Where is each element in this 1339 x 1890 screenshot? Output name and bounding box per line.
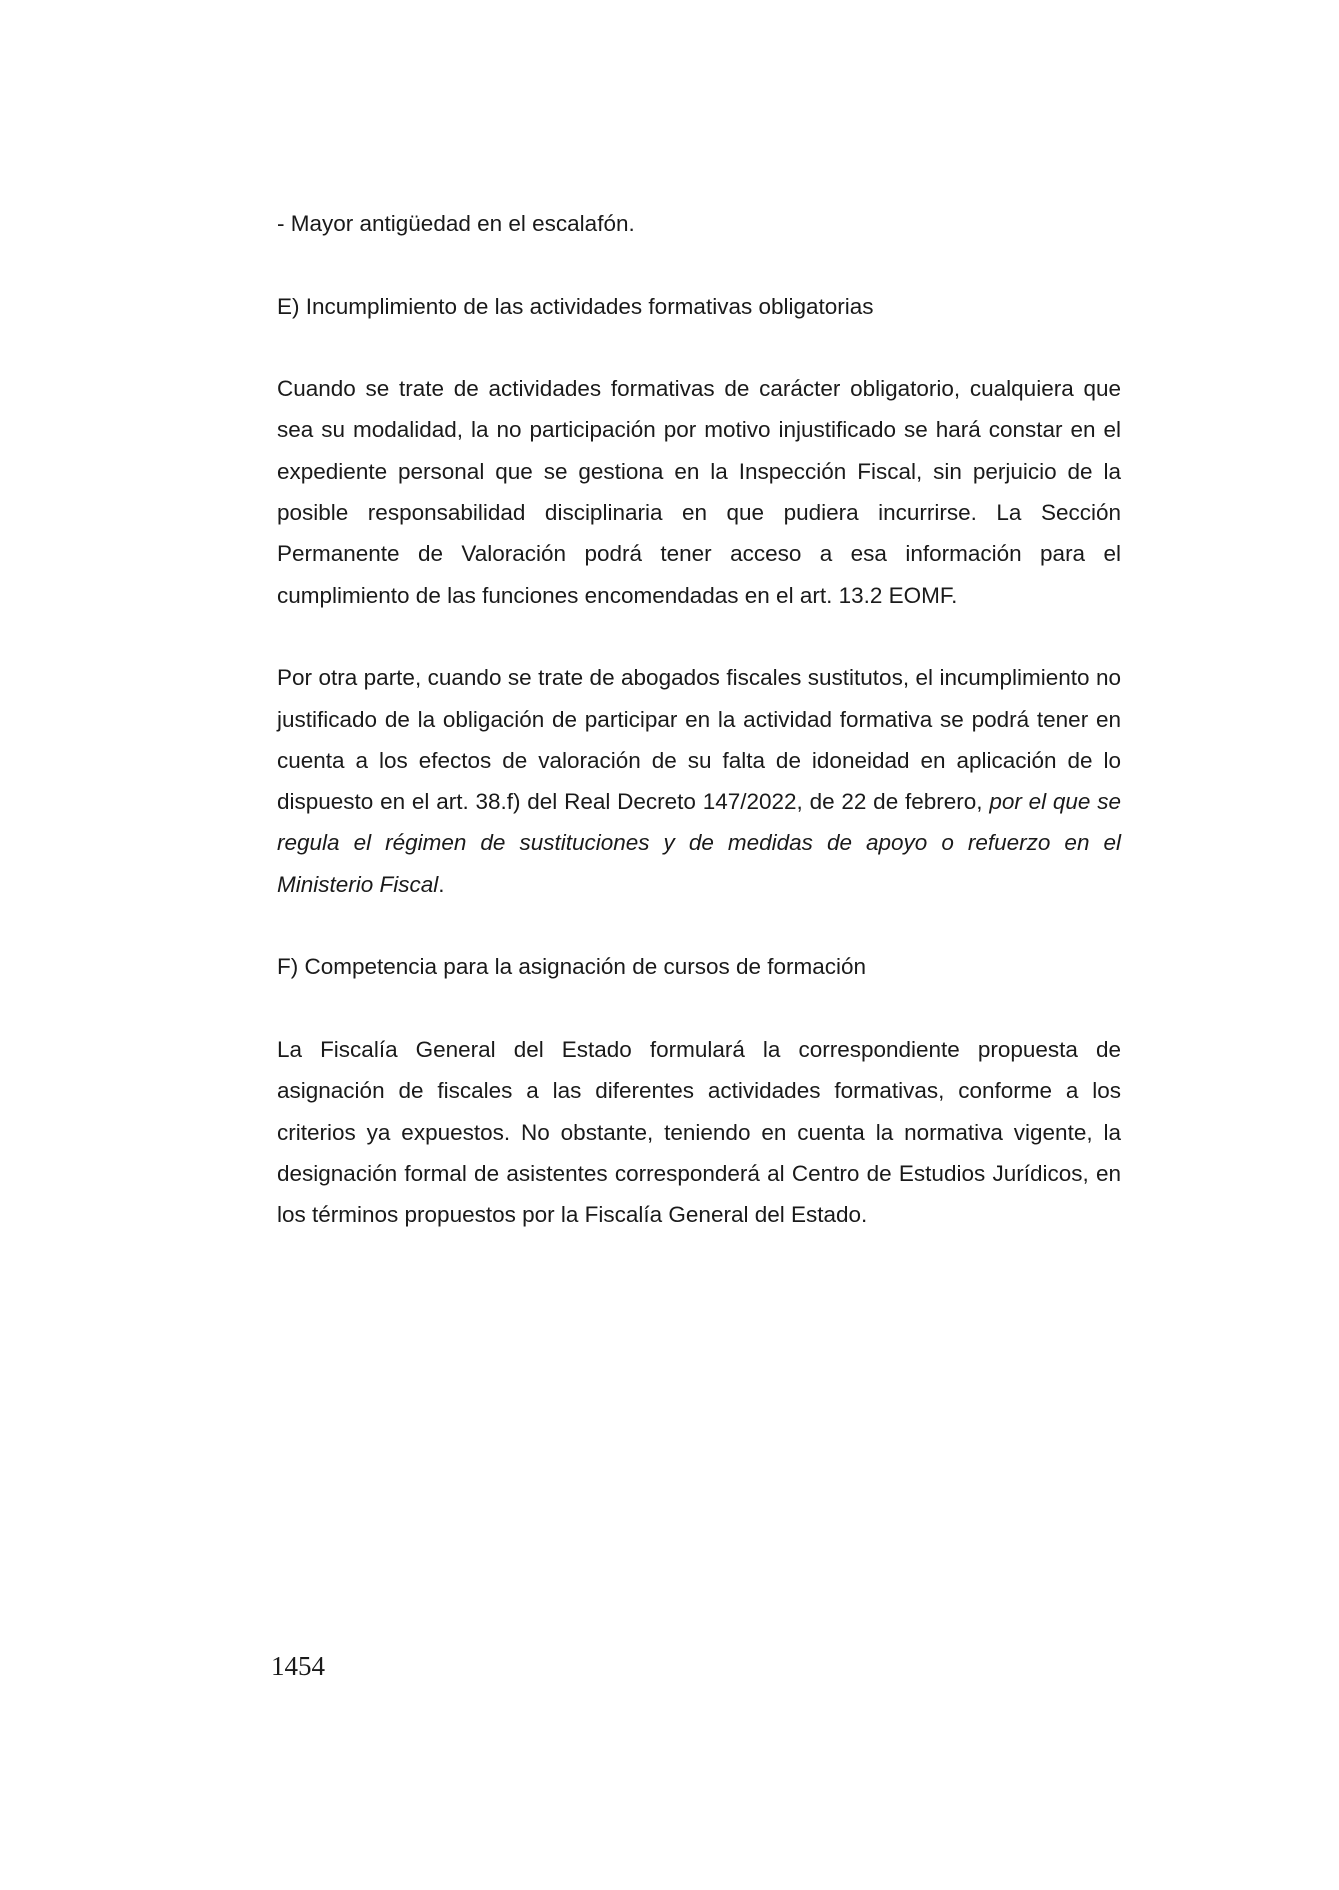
section-heading-f: F) Competencia para la asignación de cursos de formación bbox=[277, 954, 867, 980]
paragraph-sustitutos-text: Por otra parte, cuando se trate de abogados fiscales sustitutos, el incumplimiento no justificado de la obligación de participar en la actividad formativa se podrá tener en cuenta a los efectos de valoración de su falta de idoneidad en aplicación de lo dispuesto en el art. 38.f) del Real Decreto 147/2022, de 22 de febrero, bbox=[277, 665, 1121, 815]
bullet-item-antiguedad: - Mayor antigüedad en el escalafón. bbox=[277, 211, 635, 236]
section-heading-e: E) Incumplimiento de las actividades formativas obligatorias bbox=[277, 293, 874, 319]
page-number: 1454 bbox=[271, 1651, 325, 1681]
paragraph-sustitutos bbox=[277, 657, 1121, 905]
paragraph-sustitutos-end: . bbox=[438, 871, 445, 897]
paragraph-obligatorias: Cuando se trate de actividades formativas de carácter obligatorio, cualquiera que sea su modalidad, la no participación por motivo injustificado se hará constar en el expediente personal que se gestiona en la Inspección Fiscal, sin perjuicio de la posible responsabilidad disciplinaria en que pudiera incurrirse. La Sección Permanente de Valoración podrá tener acceso a esa información para el cumplimiento de las funciones encomendadas en el art. 13.2 EOMF. bbox=[277, 376, 1121, 608]
paragraph-competencia: La Fiscalía General del Estado formulará la correspondiente propuesta de asignación de fiscales a las diferentes actividades formativas, conforme a los criterios ya expuestos. No obstante, teniendo en cuenta la normativa vigente, la designación formal de asistentes corresponderá al Centro de Estudios Jurídicos, en los términos propuestos por la Fiscalía General del Estado. bbox=[277, 1036, 1121, 1228]
document-body bbox=[277, 203, 1121, 1277]
decree-title-italic: por el que se regula el régimen de sustituciones y de medidas de apoyo o refuerzo en el Ministerio Fiscal bbox=[277, 789, 1121, 897]
